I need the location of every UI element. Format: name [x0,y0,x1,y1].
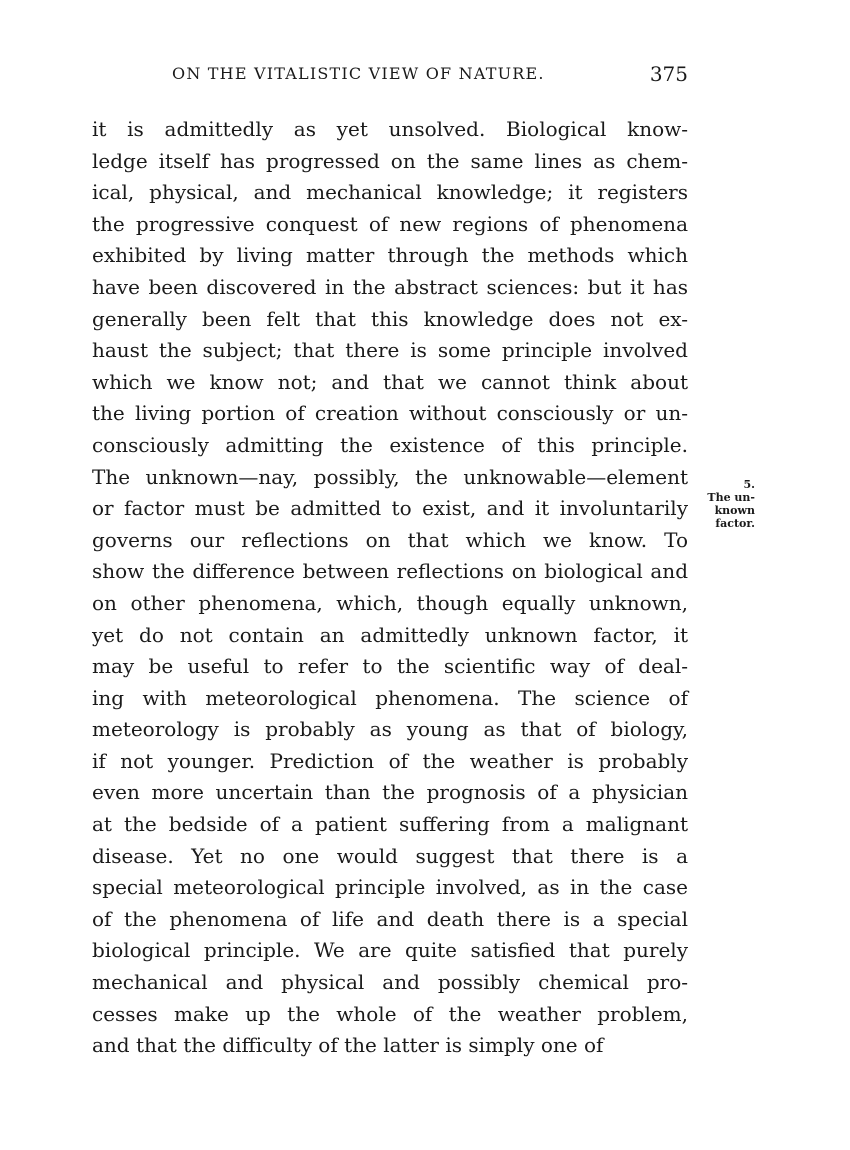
text-line: it is admittedly as yet unsolved. Biological know- [92,117,688,141]
margin-note-line: The un- [707,491,755,504]
text-line: yet do not contain an admittedly unknown factor, it [92,622,688,647]
text-line: which we know not; and that we cannot think about [92,369,688,394]
text-line: consciously admitting the existence of this principle. [92,432,688,457]
text-line: exhibited by living matter through the methods which [92,243,688,268]
text-line: at the bedside of a patient suffering from a malignant [92,812,688,837]
margin-note-line: known [714,504,755,517]
text-line: the living portion of creation without consciously or un- [92,401,688,426]
text-line: governs our reflections on that which we know. To [92,527,688,552]
running-title: ON THE VITALISTIC VIEW OF NATURE. [172,64,545,83]
margin-note-number: 5. [743,478,755,491]
text-line: ing with meteorological phenomena. The science of [92,685,688,710]
text-line: of the phenomena of life and death there is a special [92,906,688,931]
text-line: generally been felt that this knowledge does not ex- [92,306,688,331]
text-line: show the difference between reflections on biological and [92,559,688,584]
text-line: The unknown—nay, possibly, the unknowable—element [92,464,688,489]
text-line: disease. Yet no one would suggest that there is a [92,843,688,868]
margin-note [693,478,755,530]
text-line: ical, physical, and mechanical knowledge; it registers [92,180,688,205]
text-line: haust the subject; that there is some principle involved [92,338,688,363]
text-line: biological principle. We are quite satisfied that purely [92,938,688,963]
running-header [92,62,692,90]
text-line: ledge itself has progressed on the same lines as chem- [92,148,688,173]
text-line: special meteorological principle involved, as in the case [92,875,688,900]
text-line: or factor must be admitted to exist, and it involuntarily [92,496,688,521]
text-line: may be useful to refer to the scientific way of deal- [92,654,688,679]
text-line: cesses make up the whole of the weather problem, [92,1001,688,1026]
text-line: on other phenomena, which, though equally unknown, [92,590,688,615]
text-line: and that the difficulty of the latter is simply one of [92,1033,604,1058]
text-line: if not younger. Prediction of the weather is probably [92,748,688,773]
body-text [92,114,688,1062]
text-line: mechanical and physical and possibly chemical pro- [92,970,688,995]
page-number: 375 [649,62,688,86]
text-line: meteorology is probably as young as that of biology, [92,717,688,742]
text-line: even more uncertain than the prognosis of a physician [92,780,688,805]
text-line: the progressive conquest of new regions of phenomena [92,211,688,236]
text-line: have been discovered in the abstract sciences: but it has [92,274,688,299]
margin-note-line: factor. [715,517,755,530]
